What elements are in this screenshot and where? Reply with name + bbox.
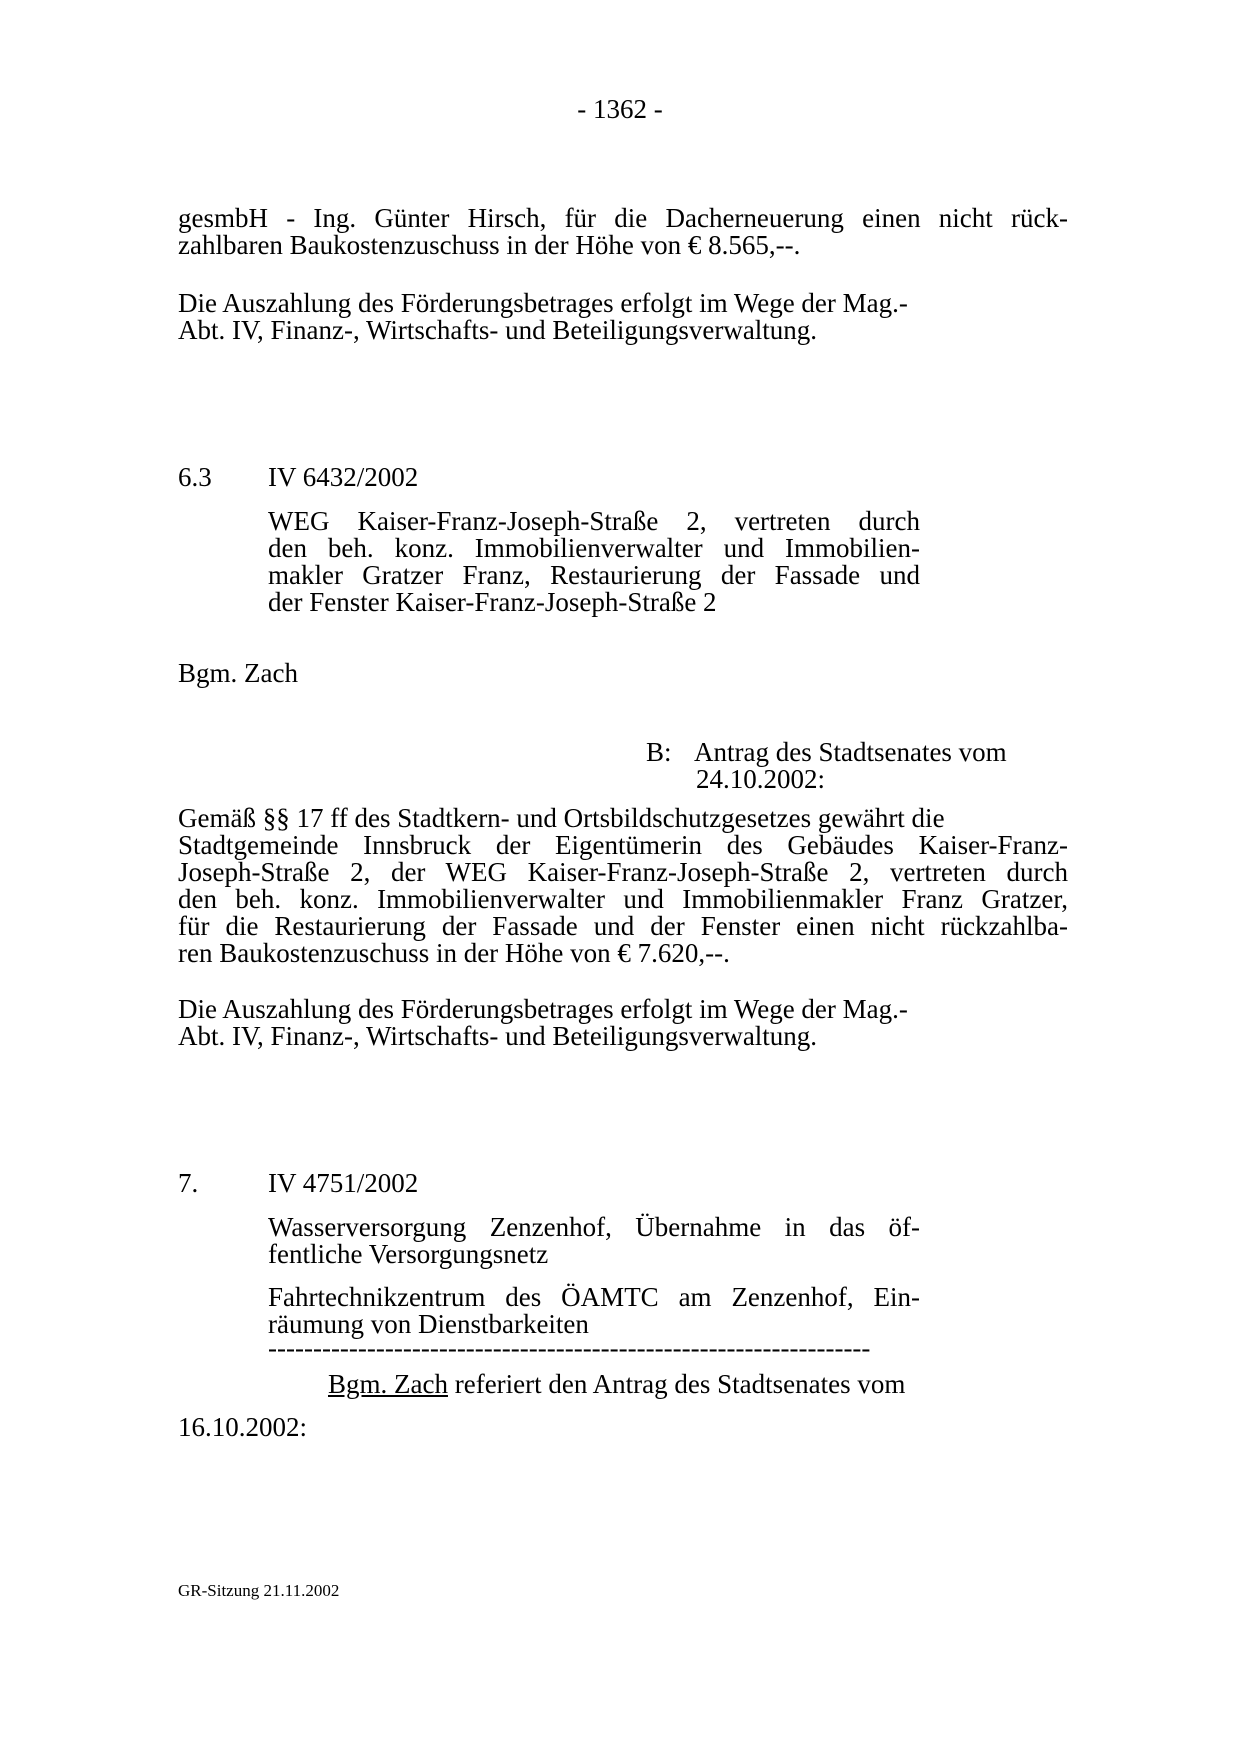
payment-note-line: Die Auszahlung des Förderungsbetrages erfolgt im Wege der Mag.- [178, 288, 908, 318]
item-topic [268, 1214, 920, 1268]
motion-line: 24.10.2002: [696, 764, 826, 794]
resolution-line: Stadtgemeinde Innsbruck der Eigentümerin des Gebäudes Kaiser-Franz- [178, 830, 1068, 860]
resolution-line: den beh. konz. Immobilienverwalter und Immobilienmakler Franz Gratzer, [178, 884, 1068, 914]
page-footer: GR-Sitzung 21.11.2002 [178, 1581, 340, 1600]
page-number: - 1362 - [577, 94, 663, 124]
payment-note-line: Die Auszahlung des Förderungsbetrages erfolgt im Wege der Mag.- [178, 994, 908, 1024]
payment-note-paragraph [178, 290, 908, 344]
resolution-line: für die Restaurierung der Fassade und der Fenster einen nicht rückzahlba- [178, 911, 1068, 941]
description-line: der Fenster Kaiser-Franz-Joseph-Straße 2 [268, 587, 717, 617]
topic-line: fentliche Versorgungsnetz [268, 1239, 549, 1269]
description-line: makler Gratzer Franz, Restaurierung der Fassade und [268, 560, 920, 590]
payment-note-paragraph [178, 996, 908, 1050]
description-line: den beh. konz. Immobilienverwalter und Immobilien- [268, 533, 920, 563]
resolution-paragraph [178, 805, 1068, 967]
item-topic [268, 1284, 920, 1338]
item-description [268, 508, 920, 616]
item-number: 6.3 [178, 462, 212, 492]
continuation-line: zahlbaren Baukostenzuschuss in der Höhe von € 8.565,--. [178, 230, 801, 260]
motion-line: Antrag des Stadtsenates vom [694, 737, 1007, 767]
payment-note-line: Abt. IV, Finanz-, Wirtschafts- und Beteiligungsverwaltung. [178, 315, 818, 345]
item-reference: IV 4751/2002 [268, 1168, 419, 1198]
resolution-line: Gemäß §§ 17 ff des Stadtkern- und Ortsbildschutzgesetzes gewährt die [178, 803, 945, 833]
speaker-name: Bgm. Zach [328, 1369, 448, 1399]
topic-line: Wasserversorgung Zenzenhof, Übernahme in das öf- [268, 1212, 920, 1242]
description-line: WEG Kaiser-Franz-Joseph-Straße 2, vertreten durch [268, 506, 920, 536]
report-date: 16.10.2002: [178, 1412, 308, 1442]
speaker-name: Bgm. Zach [178, 658, 298, 688]
item-reference: IV 6432/2002 [268, 462, 419, 492]
payment-note-line: Abt. IV, Finanz-, Wirtschafts- und Beteiligungsverwaltung. [178, 1021, 818, 1051]
resolution-line: ren Baukostenzuschuss in der Höhe von € 7.620,--. [178, 938, 730, 968]
motion-label: B: [646, 737, 672, 767]
topic-line: räumung von Dienstbarkeiten [268, 1309, 589, 1339]
item-number: 7. [178, 1168, 199, 1198]
continuation-paragraph [178, 205, 1068, 259]
report-text: referiert den Antrag des Stadtsenates vom [447, 1369, 906, 1399]
topic-line: Fahrtechnikzentrum des ÖAMTC am Zenzenhof, Ein- [268, 1282, 920, 1312]
motion-title [694, 739, 1007, 793]
continuation-line: gesmbH - Ing. Günter Hirsch, für die Dacherneuerung einen nicht rück- [178, 203, 1068, 233]
resolution-line: Joseph-Straße 2, der WEG Kaiser-Franz-Joseph-Straße 2, vertreten durch [178, 857, 1068, 887]
report-sentence [328, 1371, 905, 1398]
separator-line: ------------------------------------------------------------------- [268, 1335, 871, 1362]
